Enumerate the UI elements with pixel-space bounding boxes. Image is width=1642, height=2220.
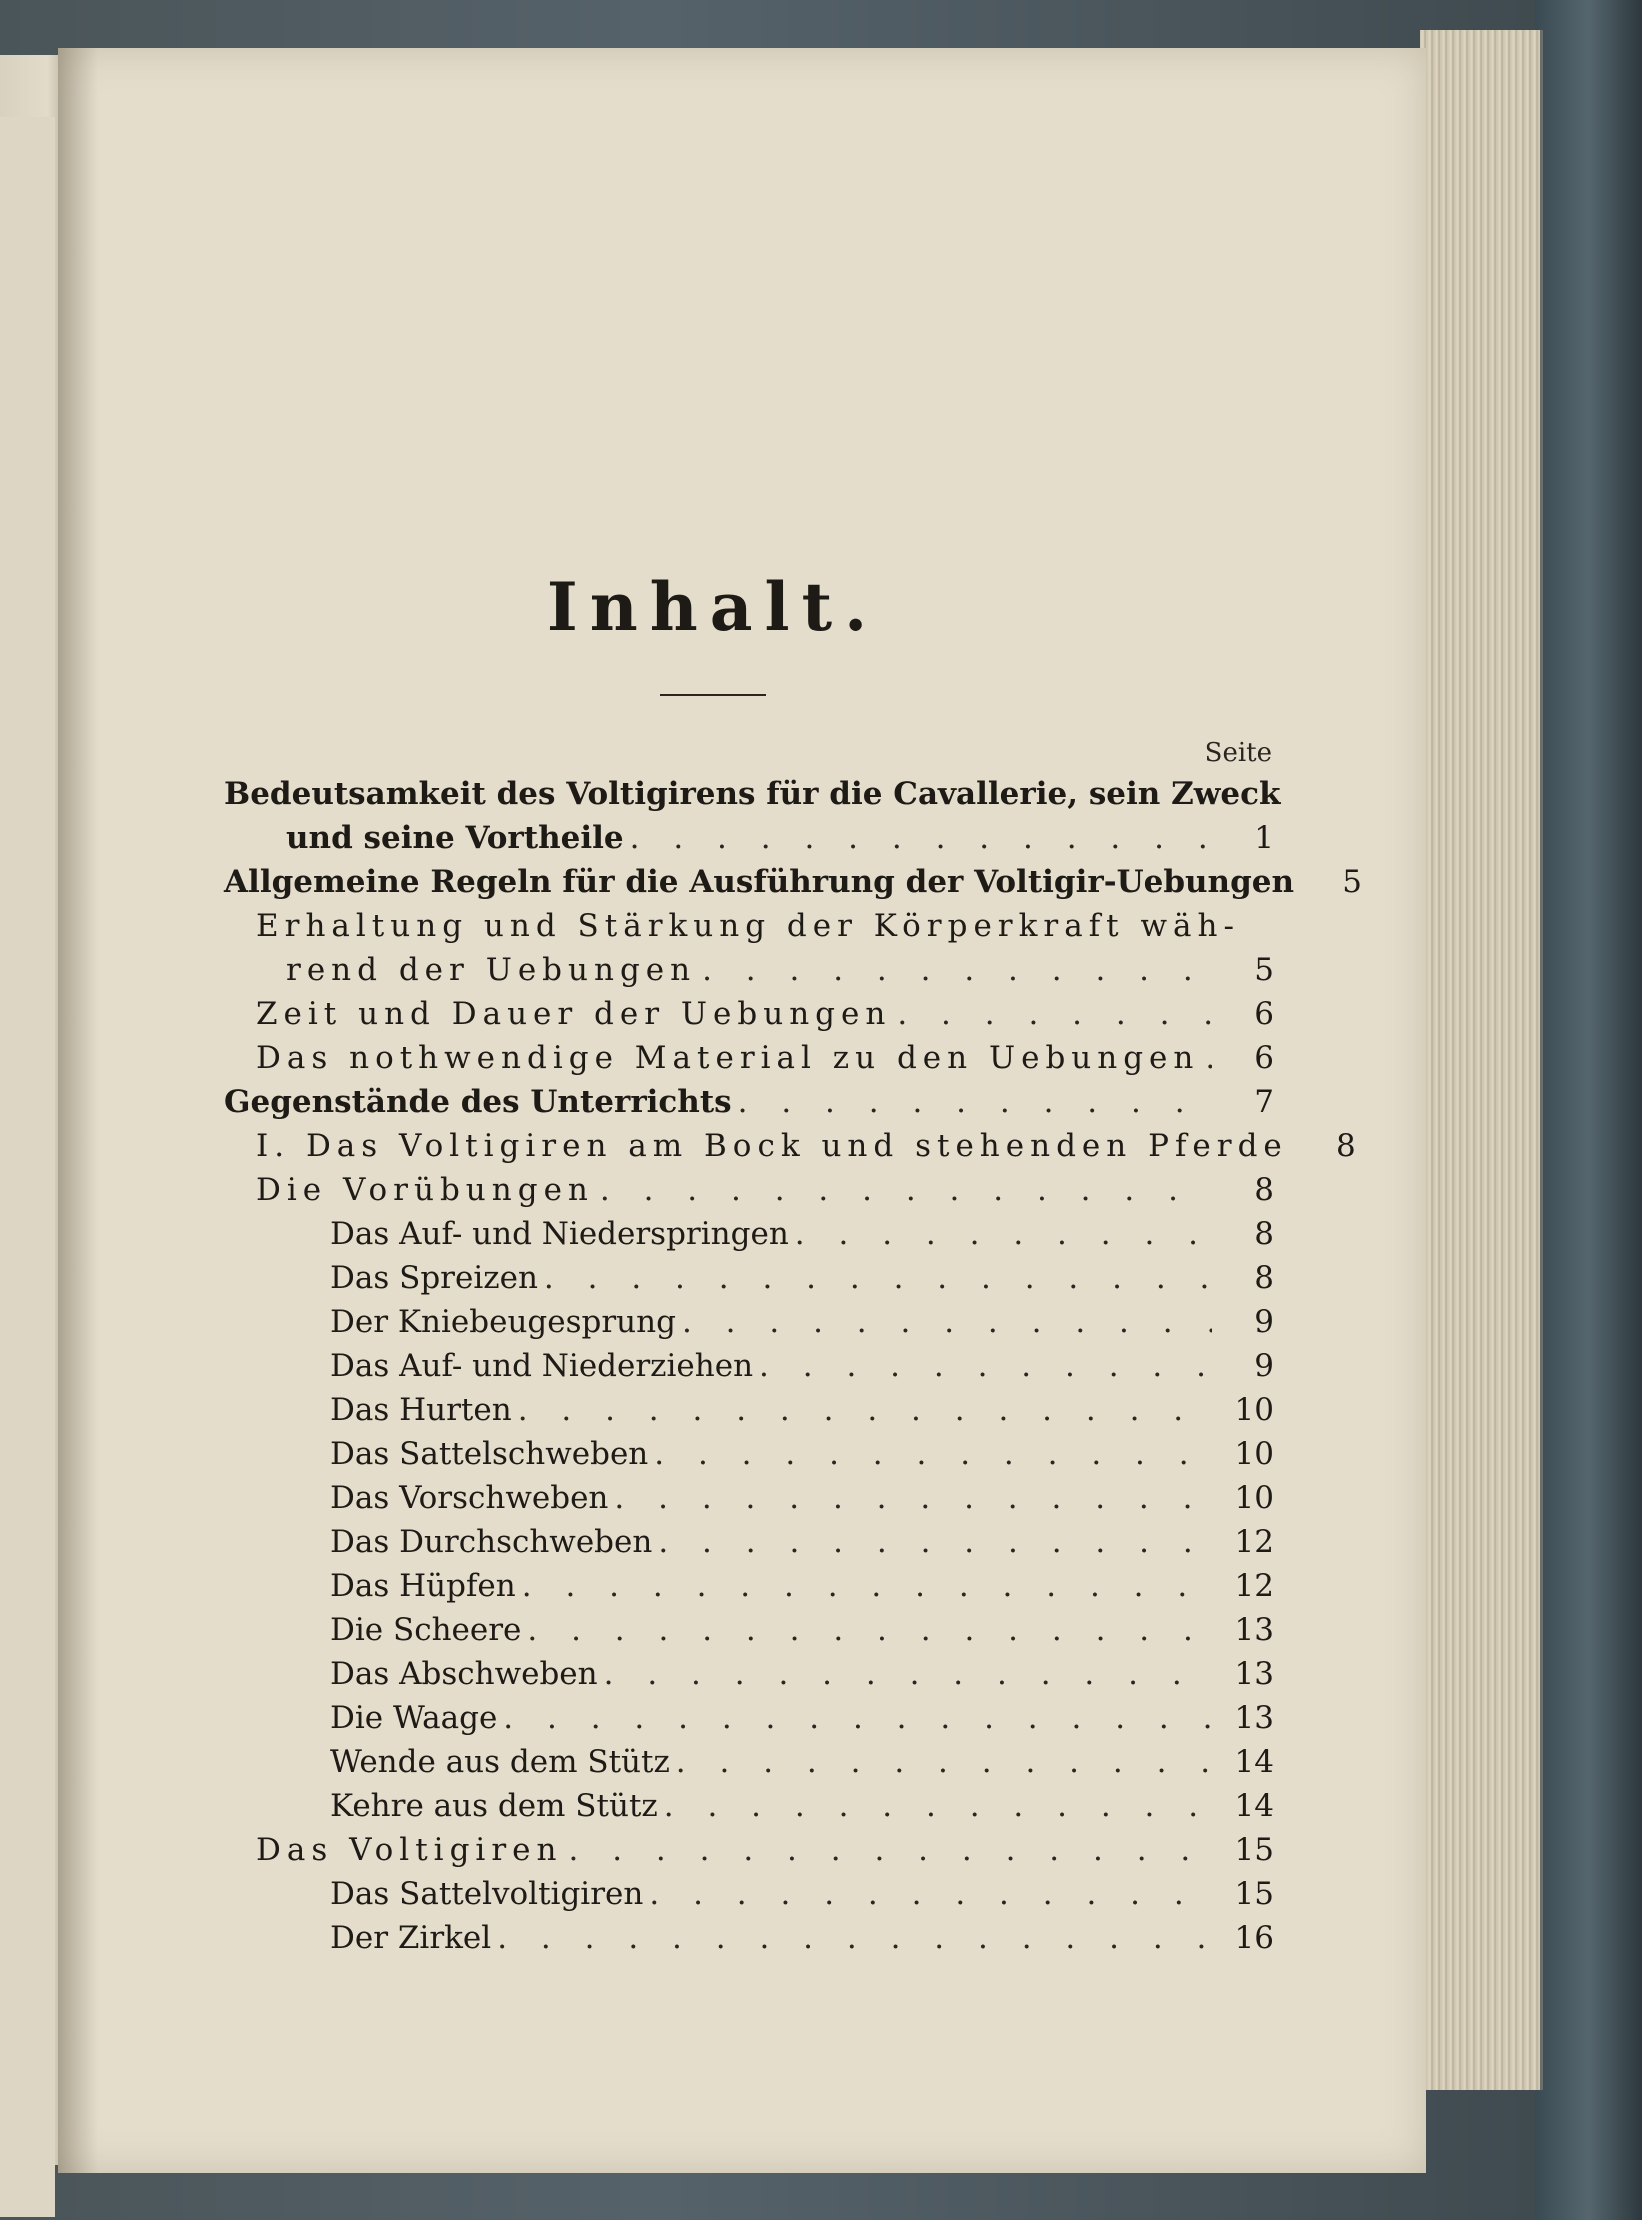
- page-stack-edge: [1420, 30, 1543, 2090]
- toc-entry: Das Durchschweben . . . 12: [330, 1524, 1274, 1564]
- page-number: 13: [1234, 1612, 1274, 1648]
- leader-dots: [568, 1832, 1212, 1868]
- gutter-shadow: [58, 48, 98, 2173]
- page-number: 14: [1234, 1744, 1274, 1780]
- book-cover-edge: [1535, 0, 1642, 2220]
- toc-page: [58, 48, 1426, 2173]
- page-number: 9: [1254, 1348, 1274, 1384]
- leader-dots: [497, 1920, 1212, 1956]
- page-number: 5: [1342, 864, 1363, 900]
- toc-entry: Das Sattelschweben . . . 10: [330, 1436, 1274, 1476]
- leader-dots: [654, 1436, 1212, 1472]
- leader-dots: [759, 1348, 1212, 1384]
- toc-entry: Das Auf- und Niederziehen . . . 9: [330, 1348, 1274, 1388]
- leader-dots: [527, 1612, 1212, 1648]
- toc-entry: Das Sattelvoltigiren . . . 15: [330, 1876, 1274, 1916]
- leader-dots: [702, 952, 1212, 988]
- page-number: 10: [1234, 1436, 1274, 1472]
- leader-dots: [658, 1524, 1212, 1560]
- leader-dots: [649, 1876, 1212, 1912]
- toc-entry: Allgemeine Regeln für die Ausführung der Voltigir-Uebungen 5: [224, 864, 1363, 900]
- leader-dots: [630, 820, 1212, 856]
- leader-dots: [600, 1172, 1212, 1208]
- toc-entry: Das Auf- und Niederspringen . . . 8: [330, 1216, 1274, 1256]
- leader-dots: [522, 1568, 1212, 1604]
- page-title: Inhalt.: [546, 568, 880, 646]
- page-number: 6: [1254, 1040, 1274, 1076]
- leader-dots: [795, 1216, 1212, 1252]
- page-number: 15: [1234, 1832, 1274, 1868]
- toc-entry: Das Hüpfen . . . 12: [330, 1568, 1274, 1608]
- toc-entry: Die Waage . . . 13: [330, 1700, 1274, 1740]
- page-number: 8: [1336, 1128, 1356, 1164]
- leader-dots: [503, 1700, 1212, 1736]
- toc-entry: Das nothwendige Material zu den Uebungen . . . 6: [256, 1040, 1274, 1080]
- leader-dots: [897, 996, 1212, 1032]
- toc-entry: Das Hurten . . . 10: [330, 1392, 1274, 1432]
- leader-dots: [682, 1304, 1212, 1340]
- toc-entry: Der Zirkel . . . 16: [330, 1920, 1274, 1960]
- leader-dots: [544, 1260, 1212, 1296]
- toc-entry: Gegenstände des Unterrichts . . . 7: [224, 1084, 1274, 1124]
- page-number: 16: [1234, 1920, 1274, 1956]
- page-number: 7: [1254, 1084, 1274, 1120]
- page-number: 14: [1234, 1788, 1274, 1824]
- toc-entry: Kehre aus dem Stütz . . . 14: [330, 1788, 1274, 1828]
- page-number: 10: [1234, 1480, 1274, 1516]
- toc-entry: Das Abschweben . . . 13: [330, 1656, 1274, 1696]
- toc-entry: Der Kniebeugesprung . . . 9: [330, 1304, 1274, 1344]
- toc-entry: Das Vorschweben . . . 10: [330, 1480, 1274, 1520]
- toc-entry: I. Das Voltigiren am Bock und stehenden Pferde 8: [256, 1128, 1356, 1164]
- page-number: 12: [1234, 1568, 1274, 1604]
- toc-entry: und seine Vortheile . . . 1: [286, 820, 1274, 860]
- page-column-label: Seite: [1204, 738, 1272, 768]
- toc-entry: Zeit und Dauer der Uebungen . . . 6: [256, 996, 1274, 1036]
- leader-dots: [604, 1656, 1212, 1692]
- toc-entry: Bedeutsamkeit des Voltigirens für die Cavallerie, sein Zweck: [224, 776, 1281, 812]
- page-number: 12: [1234, 1524, 1274, 1560]
- page-number: 13: [1234, 1656, 1274, 1692]
- leader-dots: [676, 1744, 1212, 1780]
- toc-entry: Die Scheere . . . 13: [330, 1612, 1274, 1652]
- leader-dots: [664, 1788, 1212, 1824]
- page-number: 8: [1254, 1216, 1274, 1252]
- page-number: 1: [1254, 820, 1274, 856]
- page-number: 5: [1254, 952, 1274, 988]
- page-number: 15: [1234, 1876, 1274, 1912]
- page-number: 8: [1254, 1260, 1274, 1296]
- page-number: 10: [1234, 1392, 1274, 1428]
- page-number: 6: [1254, 996, 1274, 1032]
- title-rule: [660, 694, 766, 696]
- leader-dots: [614, 1480, 1212, 1516]
- leader-dots: [738, 1084, 1212, 1120]
- leader-dots: [518, 1392, 1212, 1428]
- toc-entry: Erhaltung und Stärkung der Körperkraft wäh-: [256, 908, 1240, 944]
- page-number: 9: [1254, 1304, 1274, 1340]
- toc-entry: Wende aus dem Stütz . . . 14: [330, 1744, 1274, 1784]
- page-number: 13: [1234, 1700, 1274, 1736]
- page-number: 8: [1254, 1172, 1274, 1208]
- toc-entry: rend der Uebungen . . . 5: [286, 952, 1274, 992]
- leader-dots: [1205, 1040, 1212, 1076]
- toc-entry: Die Vorübungen . . . 8: [256, 1172, 1274, 1212]
- toc-entry: Das Spreizen . . . 8: [330, 1260, 1274, 1300]
- toc-entry: Das Voltigiren . . . 15: [256, 1832, 1274, 1872]
